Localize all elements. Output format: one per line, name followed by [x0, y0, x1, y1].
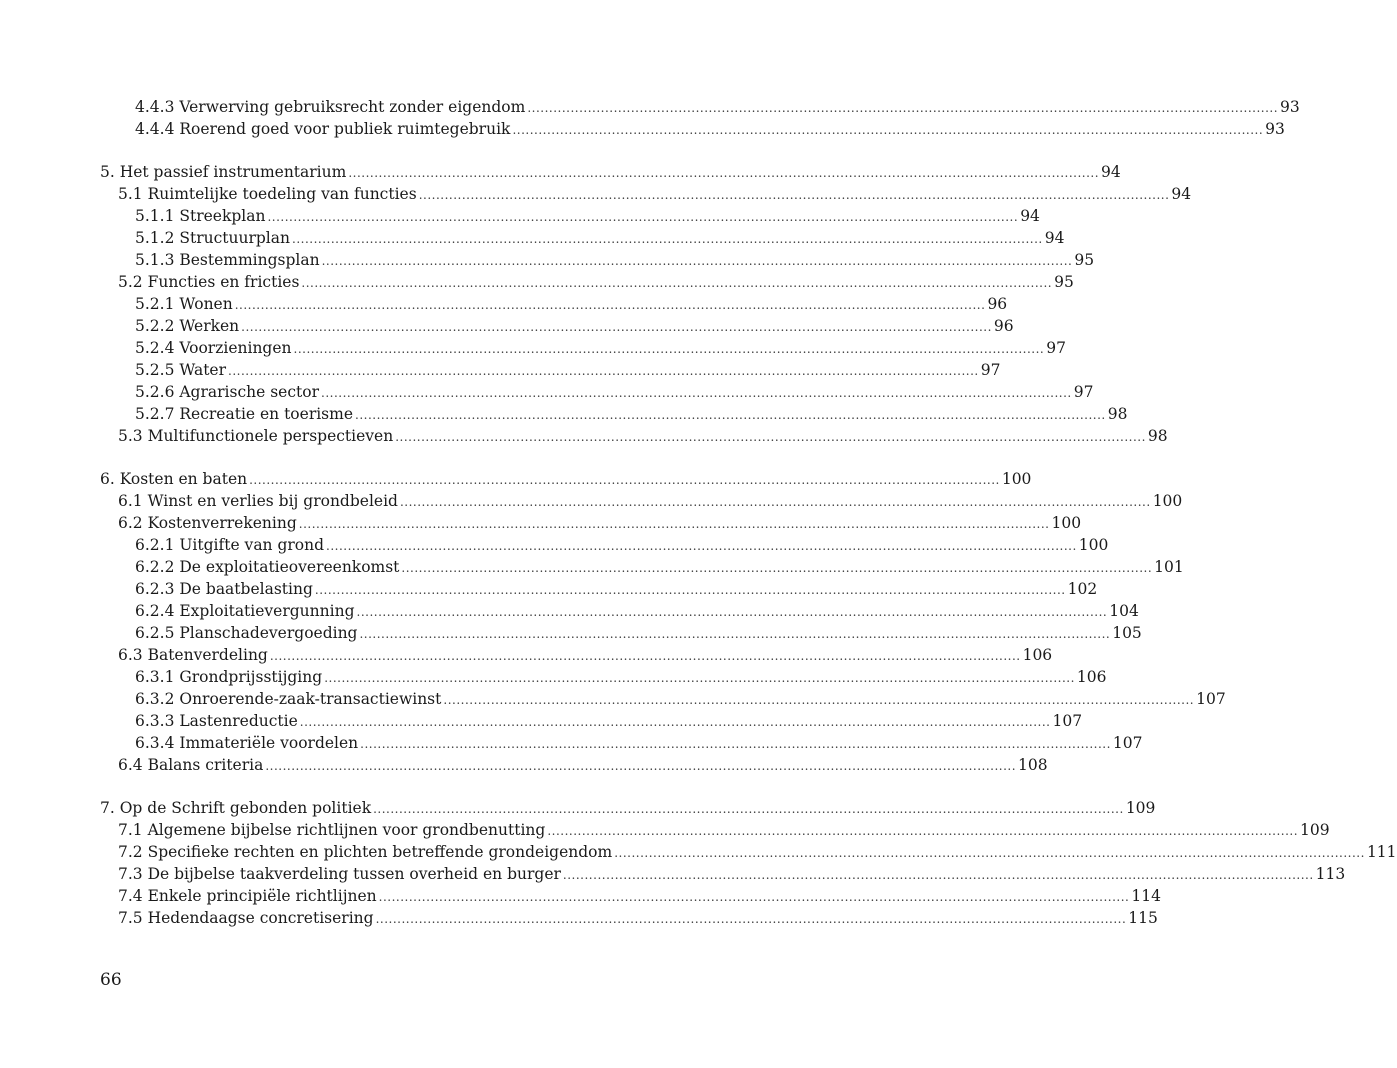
toc-dot-leader [321, 381, 1072, 404]
toc-entry-page: 97 [1073, 383, 1094, 401]
toc-entry-title: 6.2.3 De baatbelasting [135, 580, 313, 598]
toc-entry [100, 644, 1053, 666]
toc-entry [100, 885, 1161, 907]
toc-dot-leader [270, 644, 1021, 667]
toc-entry-page: 94 [1020, 207, 1040, 225]
toc-entry-page: 104 [1109, 602, 1139, 620]
toc-entry-title: 7.2 Specifieke rechten en plichten betreffende grondeigendom [118, 843, 613, 861]
toc-entry [100, 315, 1014, 337]
toc-entry-title: 6.2 Kostenverrekening [118, 514, 297, 532]
toc-entry-page: 105 [1112, 624, 1142, 642]
toc-dot-leader [299, 512, 1050, 535]
toc-entry-page: 97 [980, 361, 1001, 379]
toc-entry [100, 754, 1048, 776]
toc-entry-page: 100 [1051, 514, 1082, 532]
toc-entry-page: 93 [1280, 98, 1300, 116]
toc-entry [100, 841, 1397, 863]
toc-entry-page: 107 [1112, 734, 1143, 752]
toc-dot-leader [401, 556, 1152, 579]
toc-entry [100, 337, 1066, 359]
toc-entry [100, 468, 1032, 490]
toc-entry [100, 403, 1128, 425]
toc-entry [100, 534, 1109, 556]
toc-entry-page: 115 [1128, 909, 1158, 927]
toc-entry-page: 109 [1300, 821, 1330, 839]
toc-dot-leader [315, 578, 1066, 601]
toc-entry-page: 96 [993, 317, 1014, 335]
toc-entry [100, 381, 1094, 403]
toc-entry [100, 819, 1330, 841]
toc-dot-leader [373, 797, 1124, 820]
toc-entry-title: 5.2.1 Wonen [135, 295, 233, 313]
toc-entry-page: 94 [1044, 229, 1065, 247]
toc-dot-leader [265, 754, 1016, 777]
toc-dot-leader [324, 666, 1075, 689]
toc-entry [100, 512, 1082, 534]
toc-dot-leader [357, 600, 1108, 623]
toc-entry-page: 111 [1366, 843, 1397, 861]
toc-dot-leader [294, 337, 1045, 360]
toc-entry-title: 6.3.2 Onroerende-zaak-transactiewinst [135, 690, 442, 708]
toc-entry-title: 5.2.2 Werken [135, 317, 240, 335]
toc-entry-title: 6.3.1 Grondprijsstijging [135, 668, 323, 686]
toc-entry-title: 5.2.7 Recreatie en toerisme [135, 405, 354, 423]
toc-dot-leader [527, 96, 1278, 119]
toc-entry-title: 4.4.4 Roerend goed voor publiek ruimtegebruik [135, 120, 511, 138]
toc-entry-title: 6.2.1 Uitgifte van grond [135, 536, 325, 554]
toc-entry-page: 100 [1001, 470, 1032, 488]
toc-entry-title: 5. Het passief instrumentarium [100, 163, 347, 181]
toc-entry [100, 907, 1158, 929]
toc-entry [100, 556, 1184, 578]
toc-entry [100, 863, 1346, 885]
toc-entry [100, 183, 1192, 205]
toc-section-group [100, 468, 1226, 776]
toc-entry [100, 490, 1183, 512]
toc-entry-title: 5.2.5 Water [135, 361, 227, 379]
toc-entry [100, 249, 1095, 271]
toc-entry-page: 113 [1315, 865, 1346, 883]
toc-entry-page: 100 [1078, 536, 1109, 554]
toc-entry-title: 7.4 Enkele principiële richtlijnen [118, 887, 377, 905]
toc-section-group [100, 96, 1300, 140]
toc-entry-page: 107 [1052, 712, 1083, 730]
toc-entry-title: 6. Kosten en baten [100, 470, 248, 488]
toc-dot-leader [400, 490, 1151, 513]
toc-entry-title: 5.1.1 Streekplan [135, 207, 266, 225]
toc-entry-page: 97 [1046, 339, 1066, 357]
toc-entry [100, 205, 1040, 227]
toc-entry [100, 600, 1139, 622]
toc-entry [100, 359, 1001, 381]
toc-entry-title: 5.1 Ruimtelijke toedeling van functies [118, 185, 417, 203]
toc-dot-leader [249, 468, 1000, 491]
toc-entry-title: 6.2.2 De exploitatieovereenkomst [135, 558, 400, 576]
toc-entry-title: 7.3 De bijbelse taakverdeling tussen overheid en burger [118, 865, 561, 883]
toc-entry-page: 93 [1265, 120, 1285, 138]
toc-entry-title: 5.2.4 Voorzieningen [135, 339, 292, 357]
toc-entry-page: 101 [1154, 558, 1184, 576]
toc-entry-page: 106 [1076, 668, 1107, 686]
toc-entry [100, 227, 1065, 249]
toc-entry [100, 732, 1143, 754]
toc-entry-page: 95 [1074, 251, 1095, 269]
toc-dot-leader [267, 205, 1018, 228]
toc-dot-leader [355, 403, 1106, 426]
toc-dot-leader [348, 161, 1099, 184]
toc-entry-page: 98 [1147, 427, 1168, 445]
toc-entry [100, 161, 1121, 183]
toc-dot-leader [322, 249, 1073, 272]
toc-dot-leader [360, 732, 1111, 755]
toc-entry [100, 96, 1300, 118]
toc-entry [100, 666, 1107, 688]
toc-entry [100, 271, 1074, 293]
toc-entry-page: 100 [1152, 492, 1183, 510]
toc-entry-page: 114 [1131, 887, 1161, 905]
toc-entry-title: 6.1 Winst en verlies bij grondbeleid [118, 492, 398, 510]
toc-dot-leader [395, 425, 1146, 448]
toc-dot-leader [419, 183, 1170, 206]
toc-dot-leader [235, 293, 986, 316]
toc-dot-leader [376, 907, 1127, 930]
toc-dot-leader [228, 359, 979, 382]
toc-dot-leader [241, 315, 992, 338]
toc-entry [100, 118, 1285, 140]
toc-entry [100, 293, 1008, 315]
toc-entry-page: 107 [1196, 690, 1226, 708]
toc-dot-leader [547, 819, 1298, 842]
toc-entry [100, 425, 1168, 447]
toc-dot-leader [443, 688, 1194, 711]
toc-dot-leader [326, 534, 1077, 557]
toc-entry-title: 4.4.3 Verwerving gebruiksrecht zonder eigendom [135, 98, 526, 116]
toc-entry-title: 5.3 Multifunctionele perspectieven [118, 427, 394, 445]
toc-dot-leader [379, 885, 1130, 908]
toc-entry [100, 578, 1098, 600]
toc-entry-page: 94 [1171, 185, 1192, 203]
toc-entry-title: 6.3.3 Lastenreductie [135, 712, 298, 730]
toc-entry-page: 109 [1125, 799, 1156, 817]
toc-section-group [100, 161, 1192, 447]
toc-section-group [100, 797, 1397, 929]
toc-entry-page: 98 [1107, 405, 1128, 423]
toc-entry-title: 5.2.6 Agrarische sector [135, 383, 319, 401]
toc-entry-title: 7.1 Algemene bijbelse richtlijnen voor grondbenutting [118, 821, 546, 839]
toc-entry-page: 96 [987, 295, 1008, 313]
toc-entry [100, 797, 1156, 819]
toc-entry [100, 710, 1083, 732]
toc-entry-title: 5.1.3 Bestemmingsplan [135, 251, 320, 269]
toc-entry-title: 6.4 Balans criteria [118, 756, 264, 774]
toc-entry-page: 102 [1067, 580, 1098, 598]
toc-entry [100, 688, 1226, 710]
toc-entry-title: 6.2.5 Planschadevergoeding [135, 624, 358, 642]
page-number: 66 [100, 970, 122, 990]
table-of-contents [100, 96, 1397, 929]
toc-entry-page: 108 [1018, 756, 1048, 774]
toc-dot-leader [512, 118, 1263, 141]
toc-entry-page: 94 [1101, 163, 1121, 181]
toc-dot-leader [614, 841, 1365, 864]
toc-dot-leader [563, 863, 1314, 886]
toc-entry [100, 622, 1142, 644]
toc-entry-title: 7. Op de Schrift gebonden politiek [100, 799, 372, 817]
toc-entry-page: 95 [1054, 273, 1074, 291]
toc-entry-title: 6.3.4 Immateriële voordelen [135, 734, 359, 752]
toc-entry-title: 7.5 Hedendaagse concretisering [118, 909, 374, 927]
toc-dot-leader [301, 271, 1052, 294]
toc-entry-page: 106 [1022, 646, 1053, 664]
toc-dot-leader [292, 227, 1043, 250]
toc-dot-leader [359, 622, 1110, 645]
toc-entry-title: 6.2.4 Exploitatievergunning [135, 602, 355, 620]
toc-entry-title: 6.3 Batenverdeling [118, 646, 268, 664]
toc-dot-leader [300, 710, 1051, 733]
toc-entry-title: 5.2 Functies en fricties [118, 273, 300, 291]
toc-entry-title: 5.1.2 Structuurplan [135, 229, 290, 247]
